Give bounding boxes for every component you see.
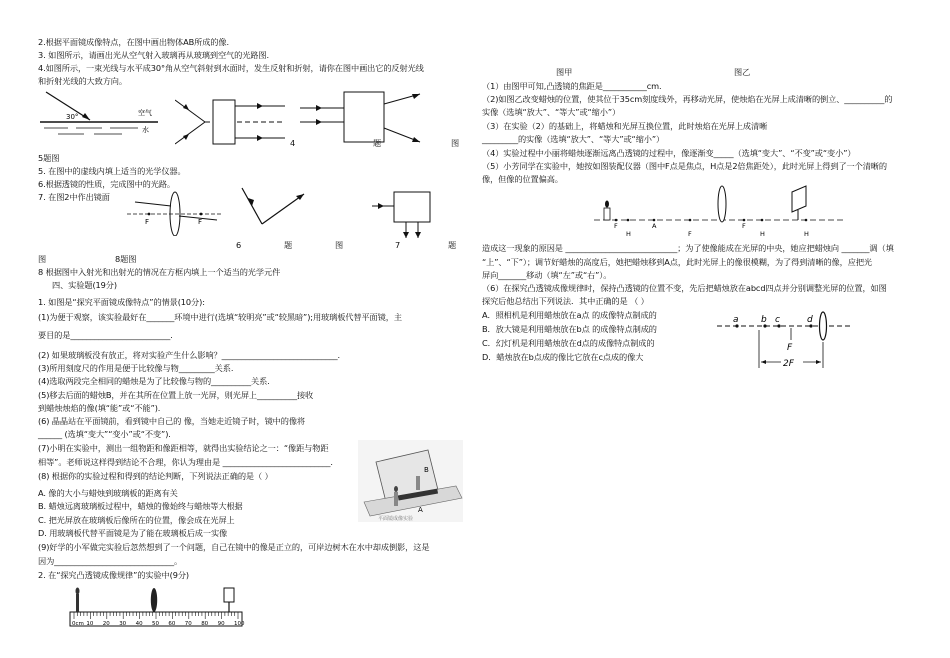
candle-b	[416, 476, 420, 490]
fig-tu: 图	[451, 138, 460, 148]
exp1-q6: (6) 晶晶站在平面镜前，看到镜中自己的 像，当她走近镜子时，镜中的像将	[38, 416, 306, 426]
bench-point-label: H	[760, 230, 765, 238]
cap6-num: 6	[236, 240, 242, 250]
exp2-title: 2. 在“探究凸透镜成像规律”的实验中(9分)	[38, 570, 190, 580]
fig-yi: 图乙	[734, 67, 751, 77]
r-option-d: D．蜡烛放在b点成的像比它放在c点成的像大	[482, 352, 644, 362]
r-q5: （5）小芳同学在实验中，她按如图装配仪器（图中F点是焦点，H点是2倍焦距处），此时光屏上得到了一个清晰的	[482, 161, 887, 171]
candle-a-label: A	[418, 506, 423, 514]
air-label: 空气	[138, 109, 152, 117]
r-q6b: 探究后他总结出下列说法．其中正确的是 （ ）	[482, 296, 649, 306]
candle	[76, 594, 79, 612]
ruler-label: 30	[119, 621, 127, 627]
point-c: c	[775, 315, 780, 325]
plane-mirror-photo	[358, 440, 463, 522]
r-q5c: 造成这一现象的原因是 ____________________________；为了使像能成在光屏的中央，她应把蜡烛向 _______调（填	[482, 243, 894, 253]
arrow-icon	[183, 104, 189, 110]
r-q4: （4）实验过程中小丽将蜡烛逐渐远离凸透镜的过程中，像逐渐变_____（选填“变大”、“不变”或“变小”）	[482, 148, 856, 158]
exp1-q7: (7)小明在实验中，测出一组物距和像距相等，就得出实验结论之一：“像距与物距	[38, 443, 329, 453]
ruler-label: 0cm	[72, 621, 84, 627]
r-q5b: 像，但像的位置偏高。	[482, 174, 563, 184]
cap7-ti: 题	[448, 240, 457, 250]
element-box	[344, 92, 384, 142]
cap6-tu: 图	[335, 240, 344, 250]
r-q2b: 实像（选填“放大”、“等大”或“缩小”）	[482, 107, 621, 117]
r-q1: （1）由图甲可知,凸透镜的焦距是___________cm.	[482, 81, 662, 91]
bench-point	[653, 219, 656, 222]
fig-tu-2: 图	[38, 254, 47, 264]
element-box	[394, 192, 430, 222]
fig5-caption: 5题图	[38, 153, 60, 163]
option-d: D. 用玻璃板代替平面镜是为了能在玻璃板后成一实像	[38, 528, 228, 538]
arrow-icon	[257, 103, 263, 109]
exp1-q9b: 因为______________________________。	[38, 556, 183, 566]
exp1-title: 1. 如图是“探究平面镜成像特点”的情景(10分):	[38, 297, 205, 307]
candle-b-label: B	[424, 466, 429, 474]
lens-box-figure	[175, 92, 295, 152]
exp1-q7b: 相等”。老师说这样得到结论不合理，你认为理由是 ___________________________.	[38, 457, 333, 467]
r-q6: （6）在探究凸透镜成像规律时，保持凸透镜的位置不变，先后把蜡烛放在abcd四点并分别调整光屏的位置，如图	[482, 283, 887, 293]
point-b: b	[761, 315, 767, 325]
focus-bench-figure	[592, 184, 852, 238]
point-d: d	[807, 315, 813, 325]
exp1-q1b: 要目的是_________________________.	[38, 330, 173, 340]
q5-text: 5. 在图中的虚线内填上适当的光学仪器。	[38, 166, 186, 176]
option-b: B. 蜡烛远离玻璃板过程中，蜡烛的像始终与蜡烛等大根据	[38, 501, 243, 511]
water-reflection-figure	[38, 86, 168, 142]
arrow-icon	[316, 119, 322, 125]
ruler-label: 10	[86, 621, 94, 627]
option-a: A. 像的大小与蜡烛到玻璃板的距离有关	[38, 488, 178, 498]
q4-text-2: 和折射光线的大致方向。	[38, 76, 127, 86]
exp1-q9: (9)好学的小军做完实验后忽然想到了一个问题，自己在镜中的像是正立的，可岸边树木在水中却成倒影，这是	[38, 542, 430, 552]
arrow-icon	[412, 137, 420, 142]
lens-on-bench	[151, 588, 157, 612]
screen-on-bench	[224, 588, 234, 602]
arrow-icon	[816, 360, 821, 364]
mirror-ray-figure	[238, 184, 308, 240]
r-q3: （3）在实验（2）的基础上，将蜡烛和光屏互换位置，此时烛焰在光屏上成清晰	[482, 121, 768, 131]
ruler-label: 80	[201, 621, 209, 627]
section-heading: 四、实验题(19分)	[52, 280, 117, 290]
candle-a	[394, 492, 398, 506]
bench-point	[615, 219, 618, 222]
r-option-c: C．幻灯机是利用蜡烛放在d点的成像特点制成的	[482, 338, 655, 348]
photo-caption: 平面镜成像实验	[378, 516, 414, 522]
fig8-caption: 8题图	[115, 254, 137, 264]
arrow-icon	[415, 232, 421, 238]
lens-shape	[820, 312, 827, 340]
glass-block	[213, 100, 235, 144]
q8-text: 8 根据图中入射光和出射光的情况在方框内填上一个适当的光学元件	[38, 267, 281, 277]
fig-jia: 图甲	[556, 67, 573, 77]
ruler-label: 60	[168, 621, 176, 627]
box-down-figure	[370, 186, 440, 240]
focus-right: F	[198, 218, 203, 226]
bench-point	[743, 219, 746, 222]
angle-label: 30°	[66, 113, 79, 121]
r-q3b: _________的实像（选填“放大”、“等大”或“缩小”）	[482, 134, 665, 144]
arrow-icon	[403, 232, 409, 238]
focal-label: F	[787, 343, 793, 353]
q4-text: 4.如图所示，一束光线与水平成30°角从空气斜射到水面时，发生反射和折射，请你在图中画出它的反射光线	[38, 63, 424, 73]
arrow-icon	[378, 203, 384, 209]
ruler-label: 20	[102, 621, 110, 627]
bench-point	[689, 219, 692, 222]
bench-point-label: H	[626, 230, 631, 238]
bench-point-label: F	[742, 222, 746, 230]
cap7-num: 7	[395, 240, 401, 250]
r-q5d: “上”、“下”）；调节好蜡烛的高度后，她把蜡烛移到A点，此时光屏上的像很模糊，为了得到清晰的像，应把光	[482, 257, 872, 267]
q2-text: 2.根据平面镜成像特点，在图中画出物体AB所成的像.	[38, 37, 229, 47]
r-option-a: A．照相机是利用蜡烛放在a点 的成像特点制成的	[482, 310, 657, 320]
q3-text: 3. 如图所示，请画出光从空气射入玻璃再从玻璃到空气的光路图.	[38, 50, 269, 60]
fig4-number: 4	[290, 138, 296, 148]
candle	[604, 208, 610, 220]
point-a: a	[733, 315, 739, 325]
ruler-label: 50	[152, 621, 159, 627]
screen	[792, 186, 806, 212]
bench-point	[805, 219, 808, 222]
arrow-icon	[412, 94, 420, 99]
exp1-q2: (2) 如果玻璃板没有放正，将对实验产生什么影响？_____________________________.	[38, 350, 340, 360]
exp1-q4: (4)选取两段完全相同的蜡烛是为了比较像与物的__________关系.	[38, 376, 270, 386]
r-q2: （2)如图乙改变蜡烛的位置，使其位于35cm刻度线外，再移动光屏，使烛焰在光屏上成清晰的倒立、__________的	[482, 94, 893, 104]
bench-point	[627, 219, 630, 222]
option-c: C. 把光屏放在玻璃板后像所在的位置，像会成在光屏上	[38, 515, 235, 525]
q6-text: 6.根据透镜的性质，完成图中的光路。	[38, 179, 176, 189]
exp1-q5b: 到蜡烛烛焰的像(填“能”或“不能”).	[38, 403, 161, 413]
ruler-label: 70	[184, 621, 192, 627]
optical-bench-ruler	[68, 582, 248, 634]
cap6-ti: 题	[284, 240, 293, 250]
exp1-q1: (1)为便于观察，该实验最好在_______环境中进行(选填“较明亮”或“较黑暗”);用玻璃板代替平面镜，主	[38, 312, 402, 322]
convex-lens-figure	[125, 186, 225, 236]
arrow-icon	[257, 135, 263, 141]
arrow-icon	[183, 134, 189, 140]
arrow-icon	[761, 360, 766, 364]
r-q5e: 屏向_______移动（填“左”或“右”）。	[482, 270, 612, 280]
bench-point	[761, 219, 764, 222]
exp1-q5: (5)移去后面的蜡烛B，并在其所在位置上放一光屏，则光屏上__________接收	[38, 390, 314, 400]
q7-text: 7. 在图2中作出镜面	[38, 192, 110, 202]
r-option-b: B．放大镜是利用蜡烛放在b点 的成像特点制成的	[482, 324, 657, 334]
exp1-q6b: ______ (选填“变大”“变小”或“不变”).	[38, 429, 171, 439]
abcd-axis-figure	[715, 306, 855, 372]
bench-point-label: H	[804, 230, 809, 238]
bench-point-label: A	[652, 222, 657, 230]
two-f-label: 2F	[783, 359, 794, 369]
bench-point-label: F	[614, 222, 618, 230]
bench-point-label: F	[688, 230, 692, 238]
ruler-label: 90	[217, 621, 225, 627]
water-label: 水	[142, 126, 149, 134]
arrow-icon	[82, 113, 90, 120]
focus-left: F	[145, 218, 150, 226]
lens-shape	[718, 186, 726, 222]
fig-ti: 题	[373, 138, 382, 148]
arrow-icon	[316, 105, 322, 111]
exp1-q8: (8) 根据你的实验过程和得到的结论判断，下列说法正确的是（ ）	[38, 471, 273, 481]
ruler-label: 100	[234, 621, 245, 627]
ruler-label: 40	[135, 621, 143, 627]
exp1-q3: (3)所用刻度尺的作用是便于比较像与物_________关系.	[38, 363, 234, 373]
